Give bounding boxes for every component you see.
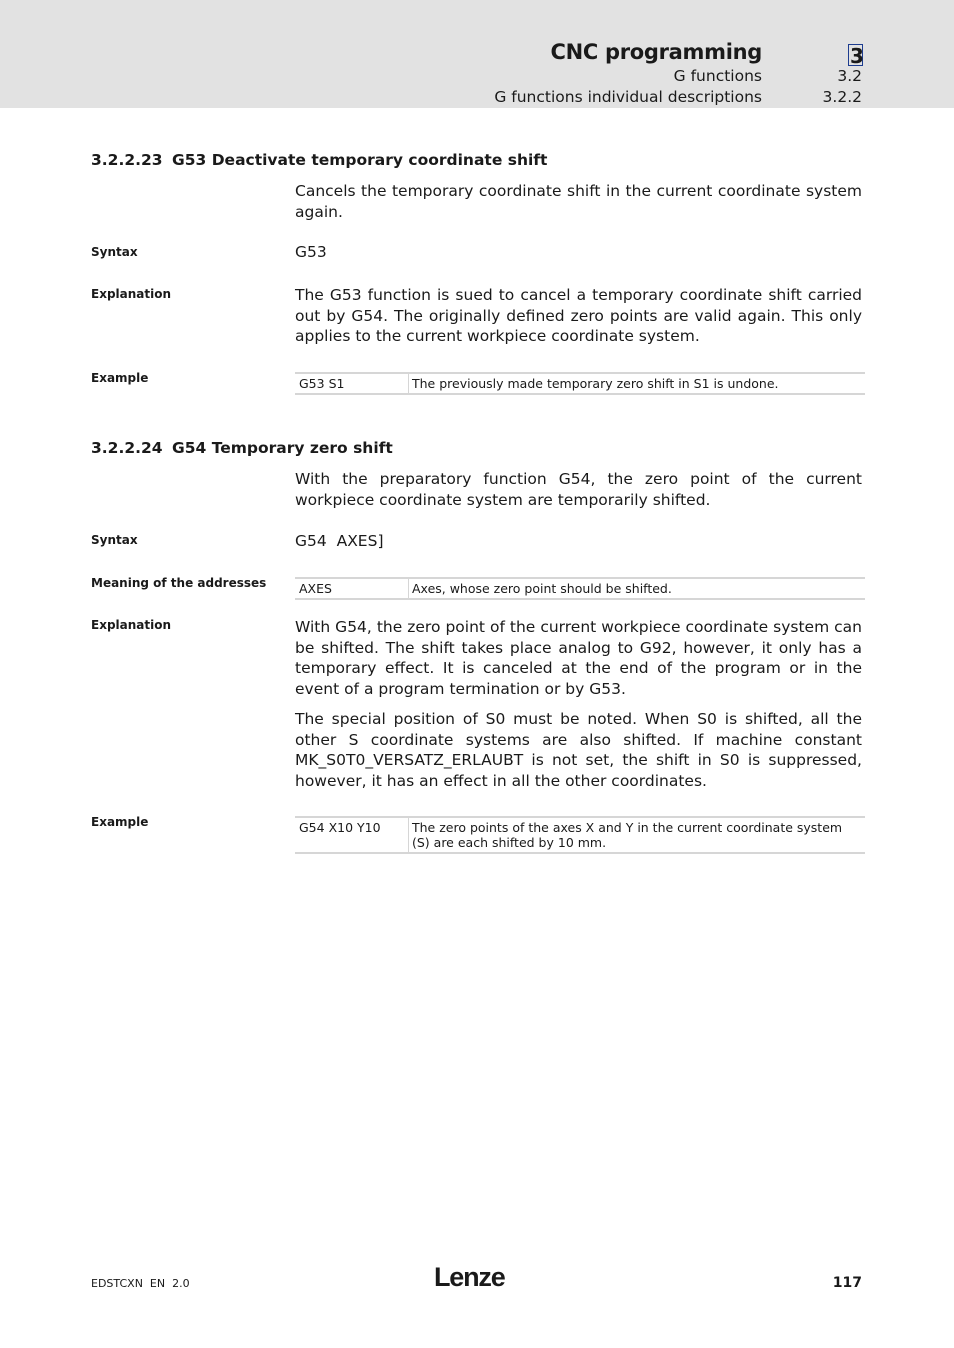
subsection-breadcrumb: G functions individual descriptions xyxy=(494,88,762,106)
chapter-number-badge: 3 xyxy=(850,44,864,68)
address-description-cell: Axes, whose zero point should be shifted. xyxy=(412,581,672,596)
explanation-text: With G54, the zero point of the current workpiece coordinate system can be shifted. The shift takes place analog to G92, however, it only has a temporary effect. It is canceled at the end of the program or in the event of a program termination or by G53. xyxy=(295,618,862,698)
example-description-cell: The previously made temporary zero shift in S1 is undone. xyxy=(412,376,779,391)
example-code-cell: G54 X10 Y10 xyxy=(295,818,409,852)
section-intro: Cancels the temporary coordinate shift in the current coordinate system again. xyxy=(295,182,862,221)
section-title: G54 Temporary zero shift xyxy=(172,439,393,457)
section-title: G53 Deactivate temporary coordinate shift xyxy=(172,151,548,169)
syntax-label: Syntax xyxy=(91,533,138,547)
syntax-code: G54 AXES] xyxy=(295,532,384,550)
addresses-table xyxy=(295,577,865,600)
section-breadcrumb-number: 3.2 xyxy=(837,67,862,85)
syntax-label: Syntax xyxy=(91,245,138,259)
address-code-cell: AXES xyxy=(295,579,409,598)
section-number: 3.2.2.23 xyxy=(91,151,163,169)
example-label: Example xyxy=(91,371,149,385)
example-code-cell: G53 S1 xyxy=(295,374,409,393)
explanation-label: Explanation xyxy=(91,618,172,632)
meaning-label: Meaning of the addresses xyxy=(91,576,267,590)
page-number: 117 xyxy=(832,1275,862,1291)
explanation-label: Explanation xyxy=(91,287,172,301)
example-description-cell: The zero points of the axes X and Y in the current coordinate system (S) are each shifted by 10 mm. xyxy=(412,820,843,850)
explanation-text-2: The special position of S0 must be noted. When S0 is shifted, all the other S coordinate systems are also shifted. If machine constant MK_S0T0_VERSATZ_ERLAUBT is not set, the shift in S0 is suppressed, however, it has an effect in all the other coordinates. xyxy=(295,710,862,790)
section-heading xyxy=(91,151,547,169)
section-intro: With the preparatory function G54, the zero point of the current workpiece coordinate system are temporarily shifted. xyxy=(295,470,862,509)
example-label: Example xyxy=(91,815,149,829)
syntax-code: G53 xyxy=(295,243,327,261)
section-breadcrumb: G functions xyxy=(673,67,762,85)
lenze-logo xyxy=(434,1263,516,1291)
subsection-breadcrumb-number: 3.2.2 xyxy=(822,88,862,106)
section-heading xyxy=(91,439,393,457)
lenze-logo-text: Lenze xyxy=(434,1263,505,1291)
explanation-text: The G53 function is sued to cancel a temporary coordinate shift carried out by G54. The originally defined zero points are valid again. This only applies to the current workpiece coordinate system. xyxy=(295,286,862,346)
example-table xyxy=(295,372,865,395)
document-code: EDSTCXN EN 2.0 xyxy=(91,1277,190,1290)
chapter-title: CNC programming xyxy=(550,40,762,64)
page-header xyxy=(0,0,954,108)
section-number: 3.2.2.24 xyxy=(91,439,163,457)
example-table xyxy=(295,816,865,854)
